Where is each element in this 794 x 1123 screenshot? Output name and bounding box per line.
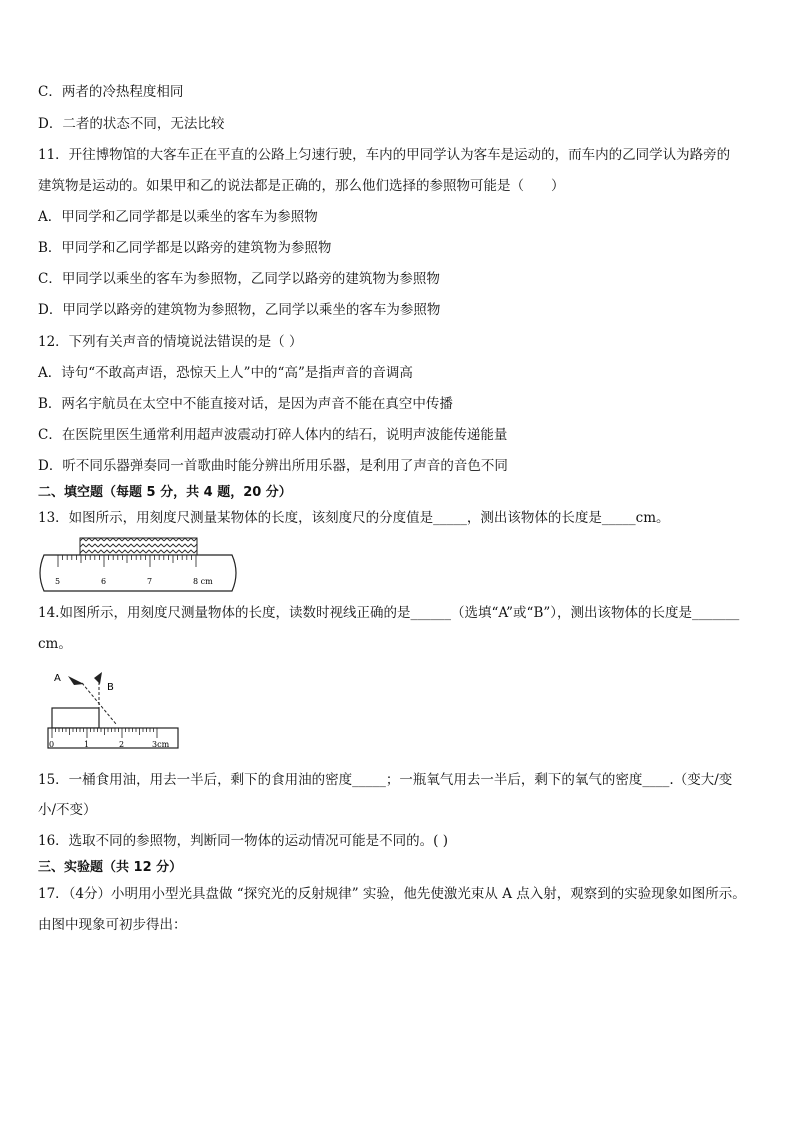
question-17-line1: 17．（4分）小明用小型光具盘做 “探究光的反射规律” 实验，他先使激光束从 A 点入射，观察到的实验现象如图所示。: [38, 886, 746, 902]
section-3-heading: 三、实验题（共 12 分）: [38, 860, 183, 875]
question-14-line1: 14.如图所示，用刻度尺测量物体的长度，读数时视线正确的是______（选填“A”或“B”），测出该物体的长度是_______: [38, 605, 740, 621]
option-c-q11: C．甲同学以乘坐的客车为参照物，乙同学以路旁的建筑物为参照物: [38, 271, 440, 287]
option-d-q11: D．甲同学以路旁的建筑物为参照物，乙同学以乘坐的客车为参照物: [38, 302, 441, 318]
question-15-line1: 15．一桶食用油，用去一半后，剩下的食用油的密度_____；一瓶氧气用去一半后，剩下的氧气的密度____.（变大/变: [38, 772, 733, 788]
label-b: B: [107, 682, 114, 693]
question-17-line2: 由图中现象可初步得出：: [38, 917, 187, 933]
tick-label-2: 2: [119, 740, 125, 749]
tick-label-8cm: 8 cm: [193, 577, 213, 586]
option-b-q11: B．甲同学和乙同学都是以路旁的建筑物为参照物: [38, 240, 332, 256]
option-d-q10: D．二者的状态不同，无法比较: [38, 116, 225, 132]
tick-label-6: 6: [101, 577, 107, 586]
option-b-q12: B．两名宇航员在太空中不能直接对话，是因为声音不能在真空中传播: [38, 396, 453, 412]
eye-a-icon: [68, 676, 84, 685]
question-15-line2: 小/不变）: [38, 802, 97, 818]
option-d-q12: D．听不同乐器弹奏同一首歌曲时能分辨出所用乐器，是利用了声音的音色不同: [38, 458, 508, 474]
tick-label-7: 7: [147, 577, 153, 586]
measured-object: [80, 538, 197, 555]
ruler-figure-14: [44, 668, 184, 754]
tick-label-1: 1: [84, 740, 90, 749]
eye-b-icon: [94, 672, 102, 684]
question-16: 16．选取不同的参照物，判断同一物体的运动情况可能是不同的。( ): [38, 833, 449, 849]
question-11-line2: 建筑物是运动的。如果甲和乙的说法都是正确的，那么他们选择的参照物可能是（ ）: [38, 178, 565, 194]
question-13: 13．如图所示，用刻度尺测量某物体的长度，该刻度尺的分度值是_____，测出该物体的长度是_____cm。: [38, 510, 670, 526]
question-12: 12．下列有关声音的情境说法错误的是（ ）: [38, 334, 303, 350]
option-c-q12: C．在医院里医生通常利用超声波震动打碎人体内的结石，说明声波能传递能量: [38, 427, 508, 443]
question-11-line1: 11．开往博物馆的大客车正在平直的公路上匀速行驶，车内的甲同学认为客车是运动的，而车内的乙同学认为路旁的: [38, 147, 731, 163]
tick-label-3cm: 3cm: [152, 740, 170, 749]
option-a-q12: A．诗句“不敢高声语，恐惊天上人”中的“高”是指声音的音调高: [38, 365, 413, 381]
ruler-figure-13: [38, 537, 240, 595]
section-2-heading: 二、填空题（每题 5 分，共 4 题，20 分）: [38, 485, 292, 500]
label-a: A: [54, 673, 61, 684]
tick-label-0: 0: [49, 740, 55, 749]
measured-block: [52, 708, 99, 728]
tick-label-5: 5: [55, 577, 61, 586]
question-14-line2: cm。: [38, 636, 72, 652]
option-a-q11: A．甲同学和乙同学都是以乘坐的客车为参照物: [38, 209, 318, 225]
option-c-q10: C．两者的冷热程度相同: [38, 84, 184, 100]
